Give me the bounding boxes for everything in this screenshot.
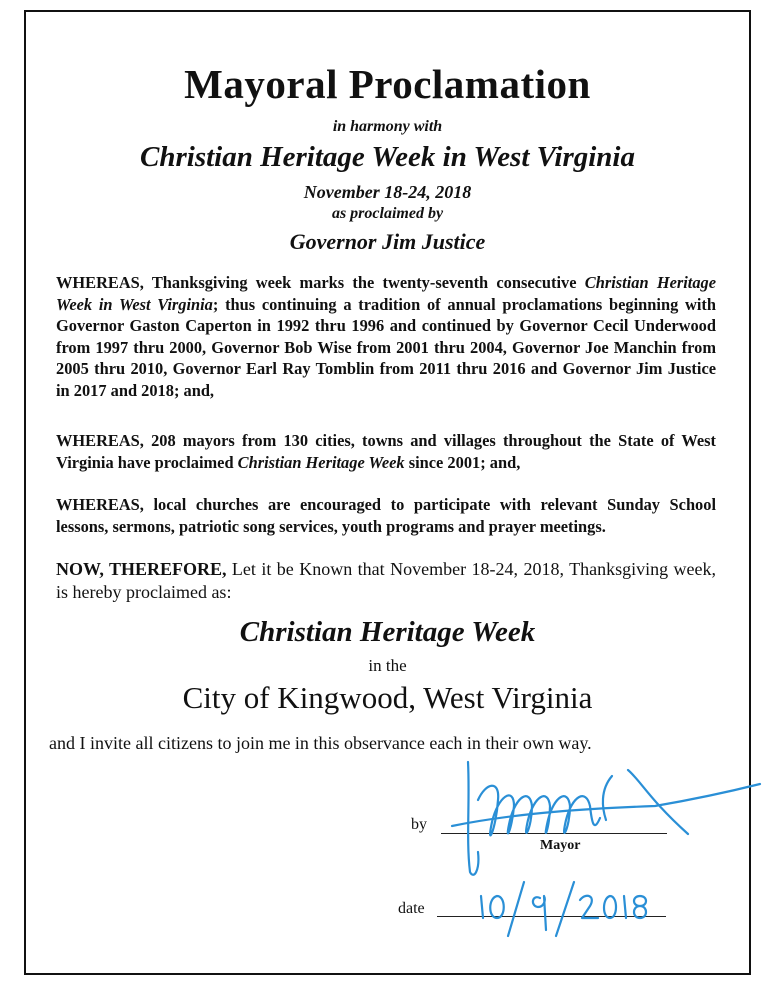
invitation-text: and I invite all citizens to join me in this observance each in their own way. [49,733,592,753]
paragraph-lead: WHEREAS, [56,495,144,514]
paragraph-lead: WHEREAS, [56,273,144,292]
paragraph-text: Let it be Known that November 18-24, 2018, Thanksgiving week, is hereby proclaimed as: [56,559,716,602]
in-the-label: in the [368,656,407,675]
mayor-label: Mayor [540,838,581,853]
city-name: City of Kingwood, West Virginia [182,680,593,715]
governor-name: Governor Jim Justice [289,229,486,254]
handwritten-date [481,882,646,936]
paragraph-text: Thanksgiving week marks the twenty-seventh consecutive [143,273,585,292]
paragraph-italic: Christian Heritage Week [237,452,405,472]
subtitle-prefix: in harmony with [332,118,443,135]
paragraph-text: local churches are encouraged to participate with relevant Sunday School lessons, sermons, patriotic song services, youth programs and prayer meetings. [56,495,716,536]
proclamation-heading: Christian Heritage Week [239,616,536,648]
document-title: Mayoral Proclamation [184,61,591,107]
paragraph-lead: WHEREAS, [56,431,144,450]
paragraph-text: since 2001; and, [404,452,521,472]
event-dates: November 18-24, 2018 [303,182,472,202]
by-label: by [411,816,427,833]
paragraph-lead: NOW, THEREFORE, [56,559,227,579]
mayor-signature [452,762,760,875]
proclaimed-by-label: as proclaimed by [331,205,444,222]
paragraph-text: ; thus continuing a tradition of annual proclamations beginning with Governor Gaston Caperton in 1992 thru 1996 and continued by Governor Cecil Underwood from 1997 thru 2000, Governor Bob Wise from 2001 thru 2004, Governor Joe Manchin from 2005 thru 2010, Governor Earl Ray Tomblin from 2011 thru 2016 and Governor Jim Justice in 2017 and 2018; and, [56,294,716,400]
date-label: date [398,900,425,917]
event-title: Christian Heritage Week in West Virginia [140,141,635,173]
paragraph-italic: Christian Heritage Week in West Virginia [56,273,716,314]
paragraph-text: 208 mayors from 130 cities, towns and villages throughout the State of West Virginia have proclaimed [56,431,716,472]
